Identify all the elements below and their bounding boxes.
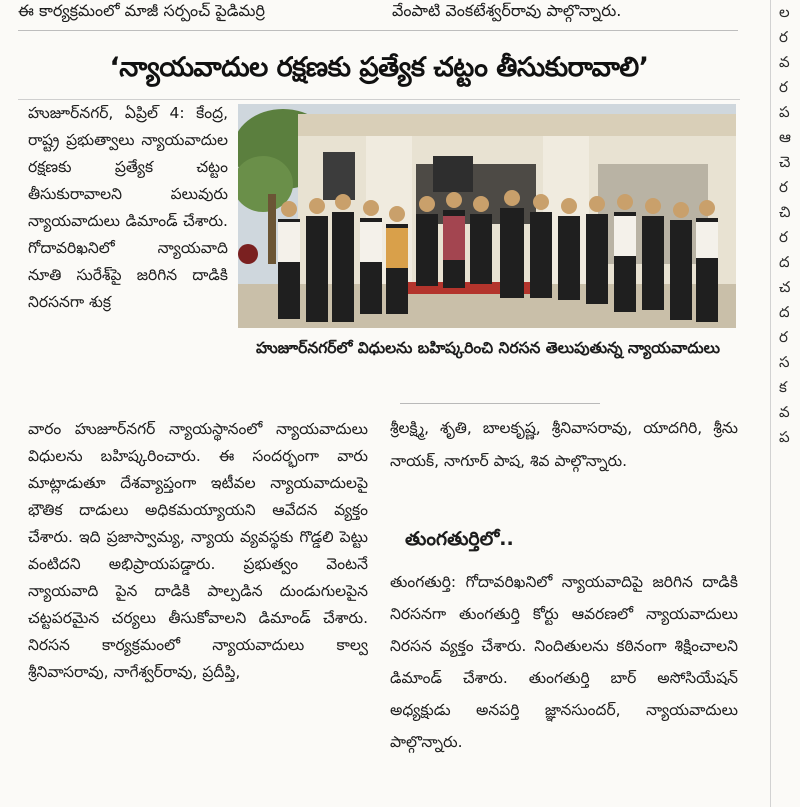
adjacent-column-edge [770, 0, 800, 807]
adjacent-glyph: క [779, 378, 787, 396]
article-continuation [28, 416, 368, 686]
article-intro-text: హుజూర్‌నగర్, ఏప్రిల్ 4: కేంద్ర, రాష్ట్ర ప్రభుత్వాలు న్యాయవాదుల రక్షణకు ప్రత్యేక చట్టం తీసుకురావాలని పలువురు న్యాయవాదులు డిమాండ్ చేశారు. గోదావరిఖనిలో న్యాయవాది నూతి సురేశ్‌పై జరిగిన దాడికి నిరసనగా శుక్ర [28, 104, 228, 311]
adjacent-glyph: చ [779, 278, 791, 296]
thungaturthi-body: తుంగతుర్తి: గోదావరిఖనిలో న్యాయవాదిపై జరిగిన దాడికి నిరసనగా తుంగతుర్తి కోర్టు ఆవరణలో న్యాయవాదులు నిరసన వ్యక్తం చేశారు. నిందితులను కఠినంగా శిక్షించాలని డిమాండ్ చేశారు. తుంగతుర్తి బార్ అసోసియేషన్ అధ్యక్షుడు అనపర్తి జ్ఞానసుందర్, న్యాయవాదులు పాల్గొన్నారు. [390, 573, 738, 751]
adjacent-glyph: ర [779, 28, 788, 46]
adjacent-glyph: ద [779, 253, 790, 271]
thungaturthi-heading: తుంగతుర్తిలో.. [405, 528, 514, 550]
adjacent-glyph: చె [779, 153, 791, 171]
adjacent-glyph: చి [779, 203, 791, 221]
adjacent-glyph: ర [779, 328, 788, 346]
adjacent-glyph: వ [779, 403, 790, 421]
previous-article-fragment-left: ఈ కార్యక్రమంలో మాజీ సర్పంచ్ పైడిమర్రి [18, 1, 265, 20]
news-photo [238, 104, 736, 328]
adjacent-glyph: ప [779, 103, 790, 121]
article-names-continued: శ్రీలక్ష్మి, శృతి, బాలకృష్ణ, శ్రీనివాసరావు, యాదగిరి, శ్రీను నాయక్, నాగూర్ పాష, శివ పాల్గొన్నారు. [390, 419, 738, 470]
adjacent-glyph: ఆ [779, 128, 791, 146]
caption-rule [400, 403, 600, 404]
adjacent-glyph: ర [779, 228, 788, 246]
adjacent-glyph: ల [779, 3, 790, 21]
article-continuation-text: వారం హుజూర్‌నగర్ న్యాయస్థానంలో న్యాయవాదులు విధులను బహిష్కరించారు. ఈ సందర్భంగా వారు మాట్లాడుతూ దేశవ్యాప్తంగా ఇటీవల న్యాయవాదులపై భౌతిక దాడులు అధికమయ్యాయని ఆవేదన వ్యక్తం చేశారు. ఇది ప్రజాస్వామ్య, న్యాయ వ్యవస్థకు గొడ్డలి పెట్టు వంటిదని అభిప్రాయపడ్డారు. ప్రభుత్వం వెంటనే న్యాయవాది పైన దాడికి పాల్పడిన దుండుగులపైన చట్టపరమైన చర్యలు తీసుకోవాలని డిమాండ్ చేశారు. నిరసన కార్యక్రమంలో న్యాయవాదులు కాల్వ శ్రీనివాసరావు, నాగేశ్వర్‌రావు, ప్రదీప్తి, [28, 420, 368, 681]
adjacent-glyph: ర [779, 78, 788, 96]
photo-caption: హుజూర్‌నగర్‌లో విధులను బహిష్కరించి నిరసన తెలుపుతున్న న్యాయవాదులు [256, 339, 720, 357]
top-divider [18, 30, 738, 31]
article-intro [28, 100, 228, 316]
adjacent-glyph: వ [779, 53, 790, 71]
previous-article-fragment-right: వేంపాటి వెంకటేశ్వర్‌రావు పాల్గొన్నారు. [392, 1, 622, 20]
adjacent-glyph: ప [779, 428, 790, 446]
adjacent-glyph: ద [779, 303, 790, 321]
lawyers-protest-photo [238, 104, 736, 328]
adjacent-glyph: స [779, 353, 790, 371]
article-headline: ‘న్యాయవాదుల రక్షణకు ప్రత్యేక చట్టం తీసుకురావాలి’ [109, 52, 649, 83]
adjacent-glyph: ర [779, 178, 788, 196]
